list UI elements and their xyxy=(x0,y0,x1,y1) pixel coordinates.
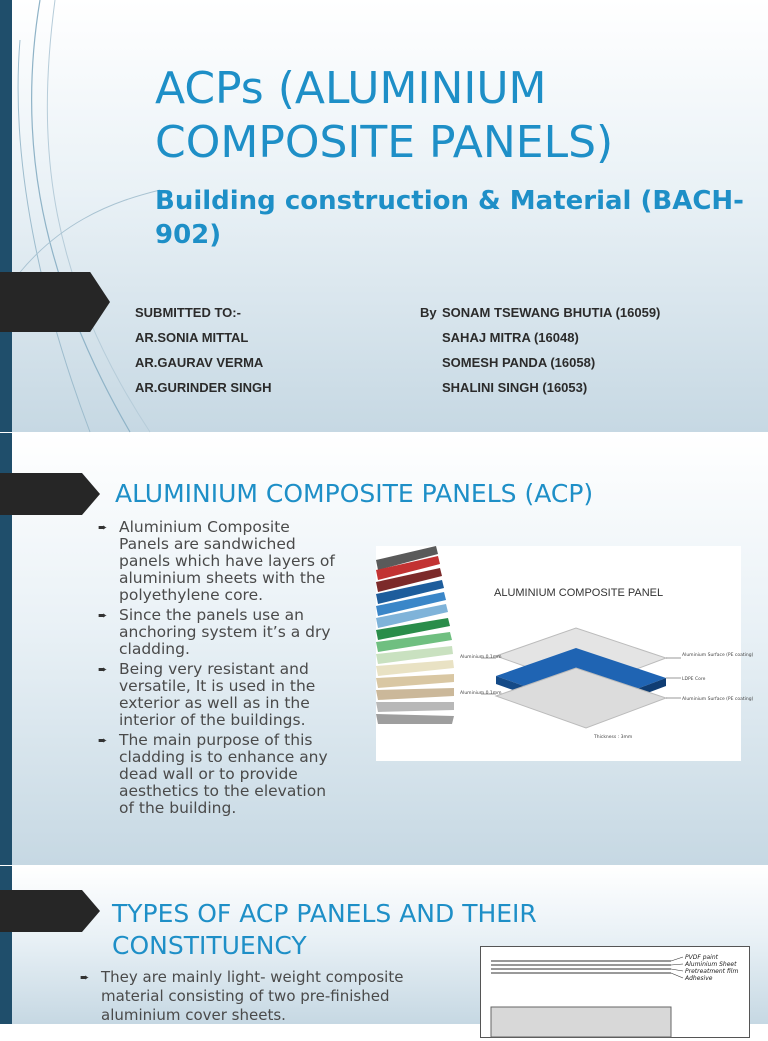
figure-label: Adhesive xyxy=(685,975,713,982)
color-swatch-fan xyxy=(376,546,454,724)
figure-label: LDPE Core xyxy=(682,677,706,682)
slide-2 xyxy=(0,433,768,865)
bullet-item: ➨ Aluminium Composite Panels are sandwiched panels which have layers of aluminium sheets with the polyethylene core. xyxy=(98,519,338,604)
slide-left-bar xyxy=(0,0,12,432)
acp-panel-figure xyxy=(376,546,754,761)
figure-caption: ALUMINIUM COMPOSITE PANEL xyxy=(494,587,664,599)
figure-label: Aluminium Surface (PE coating) xyxy=(682,697,754,702)
author-row xyxy=(420,304,660,329)
slide-left-bar xyxy=(0,866,12,1024)
arrow-marker xyxy=(0,473,100,515)
slide-title: ALUMINIUM COMPOSITE PANELS (ACP) xyxy=(115,479,594,508)
figure-label: PVDF paint xyxy=(685,954,719,961)
acp-layers-figure xyxy=(480,946,750,1038)
slide-title: TYPES OF ACP PANELS AND THEIR CONSTITUENCY xyxy=(112,899,537,960)
slide-1 xyxy=(0,0,768,432)
acp-layers-illustration xyxy=(481,947,749,1037)
reviewer-name: AR.GAURAV VERMA xyxy=(135,355,264,370)
figure-label: Aluminium 0.1mm xyxy=(460,655,502,660)
slide-3 xyxy=(0,866,768,1024)
acp-panel-illustration xyxy=(376,546,754,761)
author-name: SHALINI SINGH (16053) xyxy=(442,380,588,395)
bullet-item: ➨ The main purpose of this cladding is to enhance any dead wall or to provide aesthetics to the elevation of the building. xyxy=(98,732,338,817)
reviewer-name: AR.GURINDER SINGH xyxy=(135,380,272,395)
author-name: SOMESH PANDA (16058) xyxy=(442,355,596,370)
by-label: By xyxy=(420,305,437,320)
figure-label: Pretreatment film xyxy=(685,968,739,975)
figure-label: Aluminium 0.1mm xyxy=(460,691,502,696)
reviewer-name: AR.SONIA MITTAL xyxy=(135,330,249,345)
presentation-title: ACPs (ALUMINIUM COMPOSITE PANELS) xyxy=(155,63,614,168)
arrow-marker xyxy=(0,272,110,332)
submitted-to-list xyxy=(135,304,272,404)
arrow-marker xyxy=(0,890,100,932)
figure-label: Aluminium Surface (PE coating) xyxy=(682,653,754,658)
submitted-to-label: SUBMITTED TO:- xyxy=(135,305,241,320)
figure-label: Thickness : 3mm xyxy=(594,735,633,740)
bullet-list xyxy=(98,519,338,820)
bullet-item: ➨ Since the panels use an anchoring system it’s a dry cladding. xyxy=(98,607,338,658)
presentation-subtitle: Building construction & Material (BACH-902) xyxy=(155,186,744,250)
figure-label: Aluminium Sheet xyxy=(685,961,737,968)
bullet-item: ➨ Being very resistant and versatile, It is used in the exterior as well as in the interior of the buildings. xyxy=(98,661,338,729)
bullet-list xyxy=(80,968,415,1025)
bullet-item: ➨ They are mainly light- weight composite material consisting of two pre-finished aluminium cover sheets. xyxy=(80,968,415,1025)
author-name: SAHAJ MITRA (16048) xyxy=(442,330,579,345)
authors-list xyxy=(420,304,660,404)
author-name: SONAM TSEWANG BHUTIA (16059) xyxy=(442,305,661,320)
